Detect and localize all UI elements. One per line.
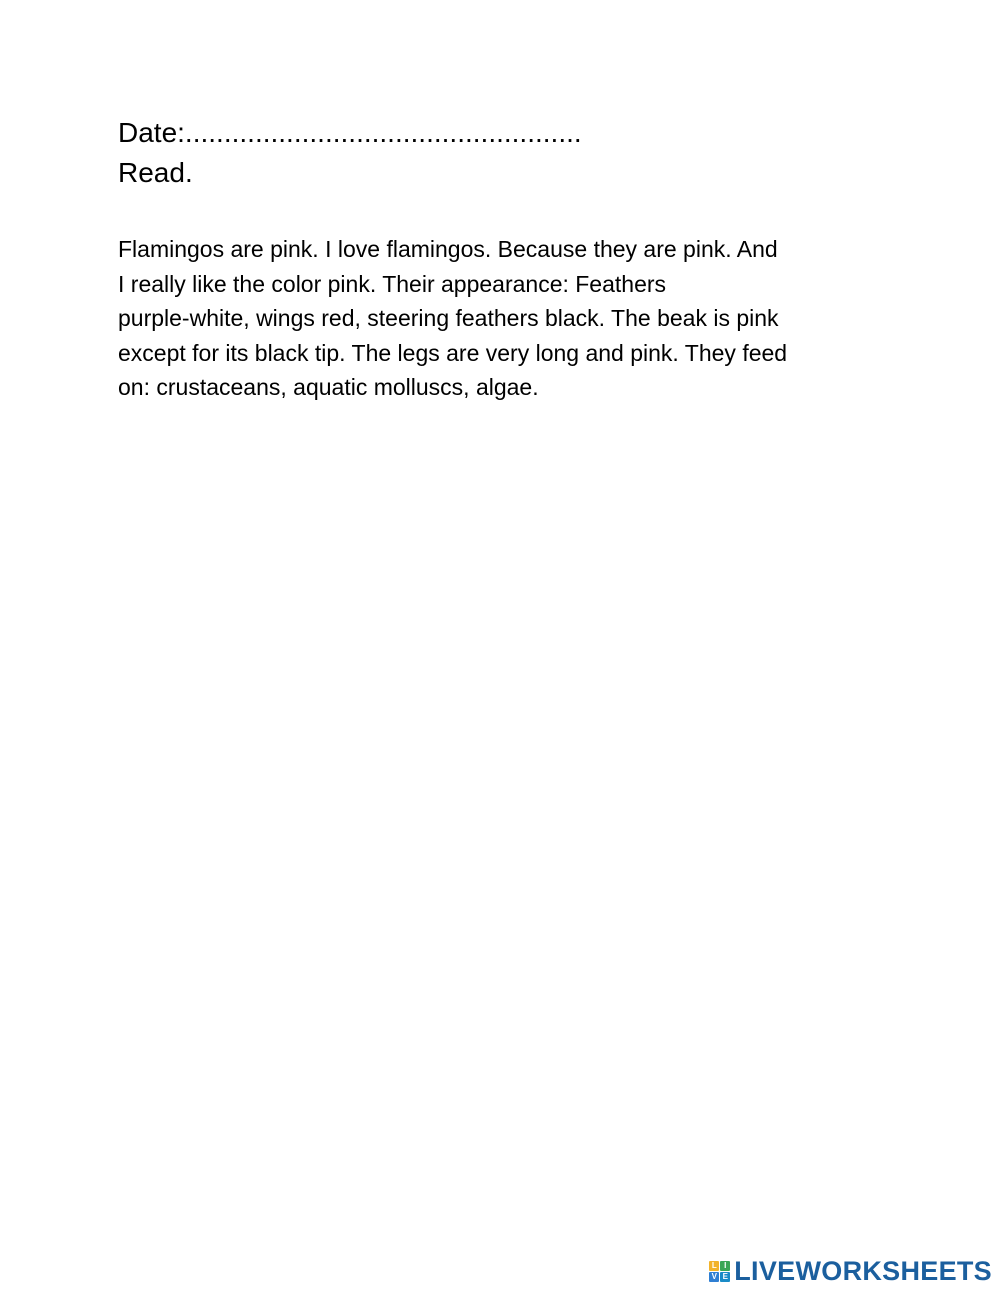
passage-line: on: crustaceans, aquatic molluscs, algae. [118,374,539,400]
logo-mark-icon [709,1261,730,1282]
logo-wordmark: LIVEWORKSHEETS [734,1256,992,1286]
logo-letter-e: E [720,1272,730,1282]
liveworksheets-logo [709,1256,992,1286]
passage-line: Flamingos are pink. I love flamingos. Because they are pink. And [118,236,778,262]
read-instruction: Read. [118,157,193,188]
reading-passage [118,232,898,405]
logo-letter-i: I [720,1261,730,1271]
passage-line: purple-white, wings red, steering feathers black. The beak is pink [118,305,779,331]
passage-line: I really like the color pink. Their appearance: Feathers [118,270,667,297]
passage-line: except for its black tip. The legs are very long and pink. They feed [118,339,788,366]
logo-letter-v: V [709,1272,719,1282]
logo-letter-l: L [709,1261,719,1271]
date-line: Date:................................................... [118,117,582,148]
